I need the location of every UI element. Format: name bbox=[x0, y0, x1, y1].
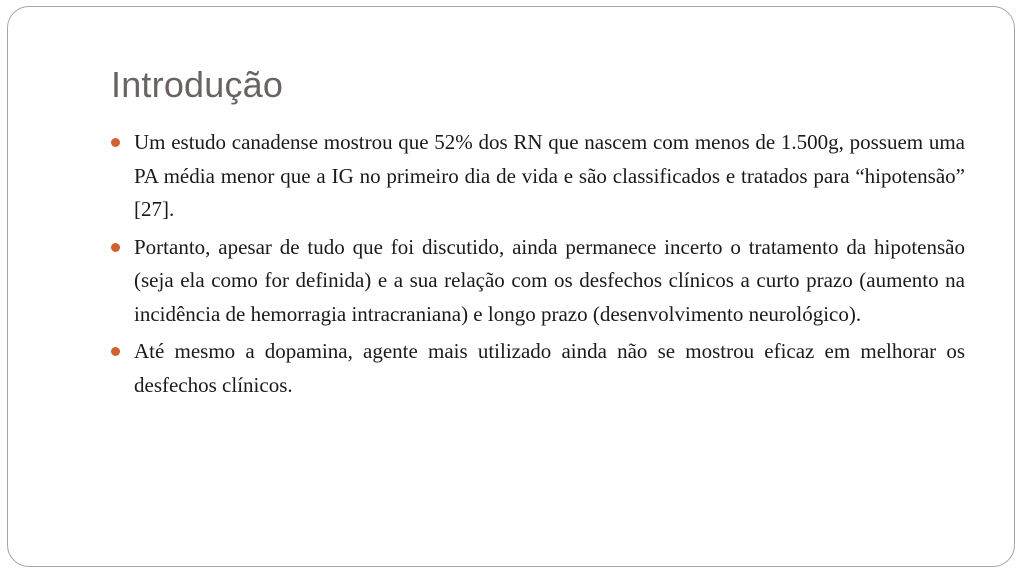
bullet-text: Um estudo canadense mostrou que 52% dos RN que nascem com menos de 1.500g, possuem uma PA média menor que a IG no primeiro dia de vida e são classificados e tratados para “hipotensão” [27]. bbox=[134, 130, 965, 221]
bullet-text: Portanto, apesar de tudo que foi discutido, ainda permanece incerto o tratamento da hipotensão (seja ela como for definida) e a sua relação com os desfechos clínicos a curto prazo (aumento na incidência de hemorragia intracraniana) e longo prazo (desenvolvimento neurológico). bbox=[134, 234, 965, 326]
slide-title: Introdução bbox=[111, 64, 284, 105]
bullet-dot-icon bbox=[111, 347, 120, 356]
bullet-item bbox=[110, 231, 965, 332]
bullet-dot-icon bbox=[111, 138, 120, 147]
bullet-item bbox=[110, 126, 965, 227]
bullet-item bbox=[110, 335, 965, 402]
bullet-text: Até mesmo a dopamina, agente mais utilizado ainda não se mostrou eficaz em melhorar os desfechos clínicos. bbox=[134, 339, 965, 397]
bullet-list bbox=[110, 126, 965, 406]
bullet-dot-icon bbox=[111, 243, 120, 252]
